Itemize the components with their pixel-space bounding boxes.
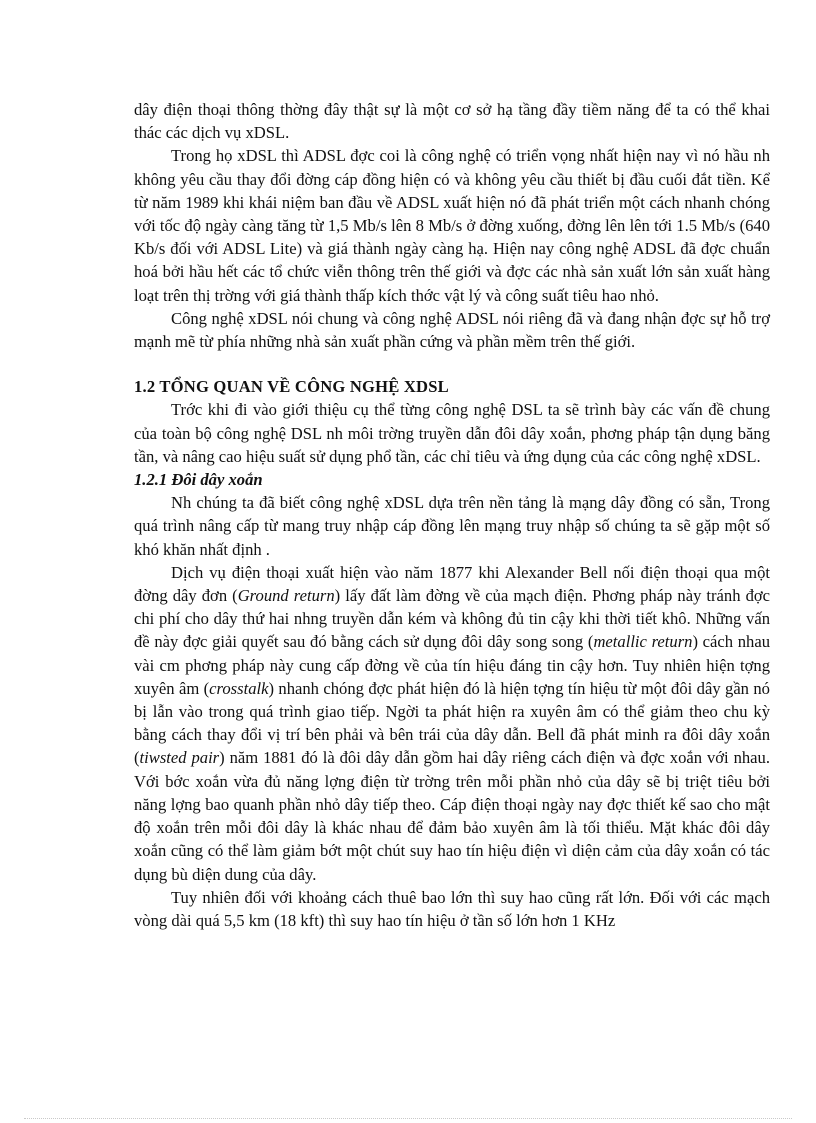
paragraph-attenuation: Tuy nhiên đối với khoảng cách thuê bao lớn thì suy hao cũng rất lớn. Đối với các mạch vòng dài quá 5,5 km (18 kft) thì suy hao tín hiệu ở tần số lớn hơn 1 KHz bbox=[134, 887, 770, 930]
paragraph-copper-network: Nh chúng ta đã biết công nghệ xDSL dựa trên nền tảng là mạng dây đồng có sẵn, Trong quá trình nâng cấp từ mang truy nhập cáp đồng lên mạng truy nhập số chúng ta sẽ gặp một số khó khăn nhất định . bbox=[134, 493, 770, 559]
document-body bbox=[134, 98, 770, 932]
paragraph-adsl-overview: Trong họ xDSL thì ADSL đợc coi là công nghệ có triển vọng nhất hiện nay vì nó hầu nh không yêu cầu thay đổi đờng cáp đồng hiện có và không yêu cầu thiết bị đầu cuối đắt tiền. Kể từ năm 1989 khi khái niệm ban đầu về ADSL xuất hiện nó đã phát triển một cách nhanh chóng với tốc độ ngày càng tăng từ 1,5 Mb/s lên 8 Mb/s ở đờng xuống, đờng lên lên tới 1.5 Mb/s (640 Kb/s đối với ADSL Lite) và giá thành ngày càng hạ. Hiện nay công nghệ ADSL đã đợc chuẩn hoá bởi hầu hết các tổ chức viễn thông trên thế giới và đợc các nhà sản xuất lớn sản xuất hàng loạt trên thị trờng với giá thành thấp kích thớc vật lý và công suất tiêu hao nhỏ. bbox=[134, 146, 770, 305]
paragraph-intro-continued: dây điện thoại thông thờng đây thật sự là một cơ sở hạ tầng đầy tiềm năng để ta có thể khai thác các dịch vụ xDSL. bbox=[134, 100, 770, 143]
text-run: ) lấy đất làm đờng về của mạch điện. Phơng pháp này tránh đợc chi phí cho dây thứ hai nhng truyền dẫn kém và không đủ tin cậy khi thời tiết khô. Những vấn đề này đợc giải quyết sau đó bằng cách sử dụng đôi dây song song ( bbox=[134, 586, 771, 652]
term-metallic-return: metallic return bbox=[593, 632, 693, 652]
term-twisted-pair: tiwsted pair bbox=[139, 748, 220, 768]
text-run: ) năm 1881 đó là đôi dây dẫn gồm hai dây riêng cách điện và đợc xoắn với nhau. Với bớc xoắn vừa đủ năng lợng điện từ trờng trên mỗi phần nhỏ của dây sẽ bị triệt tiêu bởi năng lợng bao quanh phần nhỏ dây tiếp theo. Cáp điện thoại ngày nay đợc thiết kế sao cho mật độ xoắn trên mỗi đôi dây là khác nhau để đảm bảo xuyên âm là tối thiểu. Mặt khác đôi dây xoắn cũng có thể làm giảm bớt một chút suy hao tín hiệu điện vì diện cảm của dây xoắn có tác dụng bù diện dung của dây. bbox=[134, 748, 770, 884]
paragraph-telephone-history bbox=[134, 561, 770, 886]
text-run: Dịch vụ điện thoại xuất hiện vào năm 1877 khi Alexander Bell nối điện thoại qua một đờng dây đơn ( bbox=[134, 562, 770, 606]
text-run: ) nhanh chóng đợc phát hiện đó là hiện tợng tín hiệu từ một đôi dây gần nó bị lẫn vào trong quá trình giao tiếp. Ngời ta phát hiện ra xuyên âm có thể giảm theo chu kỳ bằng cách thay đổi vị trí bên phải và bên trái của dây dẫn. Bell đã phát minh ra đôi dây xoắn ( bbox=[134, 678, 770, 768]
subsection-heading: 1.2.1 Đôi dây xoắn bbox=[134, 470, 263, 490]
section-heading: 1.2 TỔNG QUAN VỀ CÔNG NGHỆ XDSL bbox=[134, 377, 449, 397]
page-bottom-border bbox=[24, 1118, 792, 1119]
term-ground-return: Ground return bbox=[237, 586, 335, 606]
paragraph-section-intro: Trớc khi đi vào giới thiệu cụ thể từng công nghệ DSL ta sẽ trình bày các vấn đề chung của toàn bộ công nghệ DSL nh môi trờng truyền dẫn đôi dây xoắn, phơng pháp tận dụng băng tần, và nâng cao hiệu suất sử dụng phổ tần, các chỉ tiêu và ứng dụng của các công nghệ xDSL. bbox=[134, 400, 770, 466]
paragraph-industry-support: Công nghệ xDSL nói chung và công nghệ ADSL nói riêng đã và đang nhận đợc sự hỗ trợ mạnh mẽ từ phía những nhà sản xuất phần cứng và phần mềm trên thế giới. bbox=[134, 308, 770, 352]
text-run: ) cách nhau vài cm phơng pháp này cung cấp đờng về của tín hiệu đáng tin cậy hơn. Tuy nhiên hiện tợng xuyên âm ( bbox=[134, 632, 771, 698]
term-crosstalk: crosstalk bbox=[209, 678, 269, 698]
